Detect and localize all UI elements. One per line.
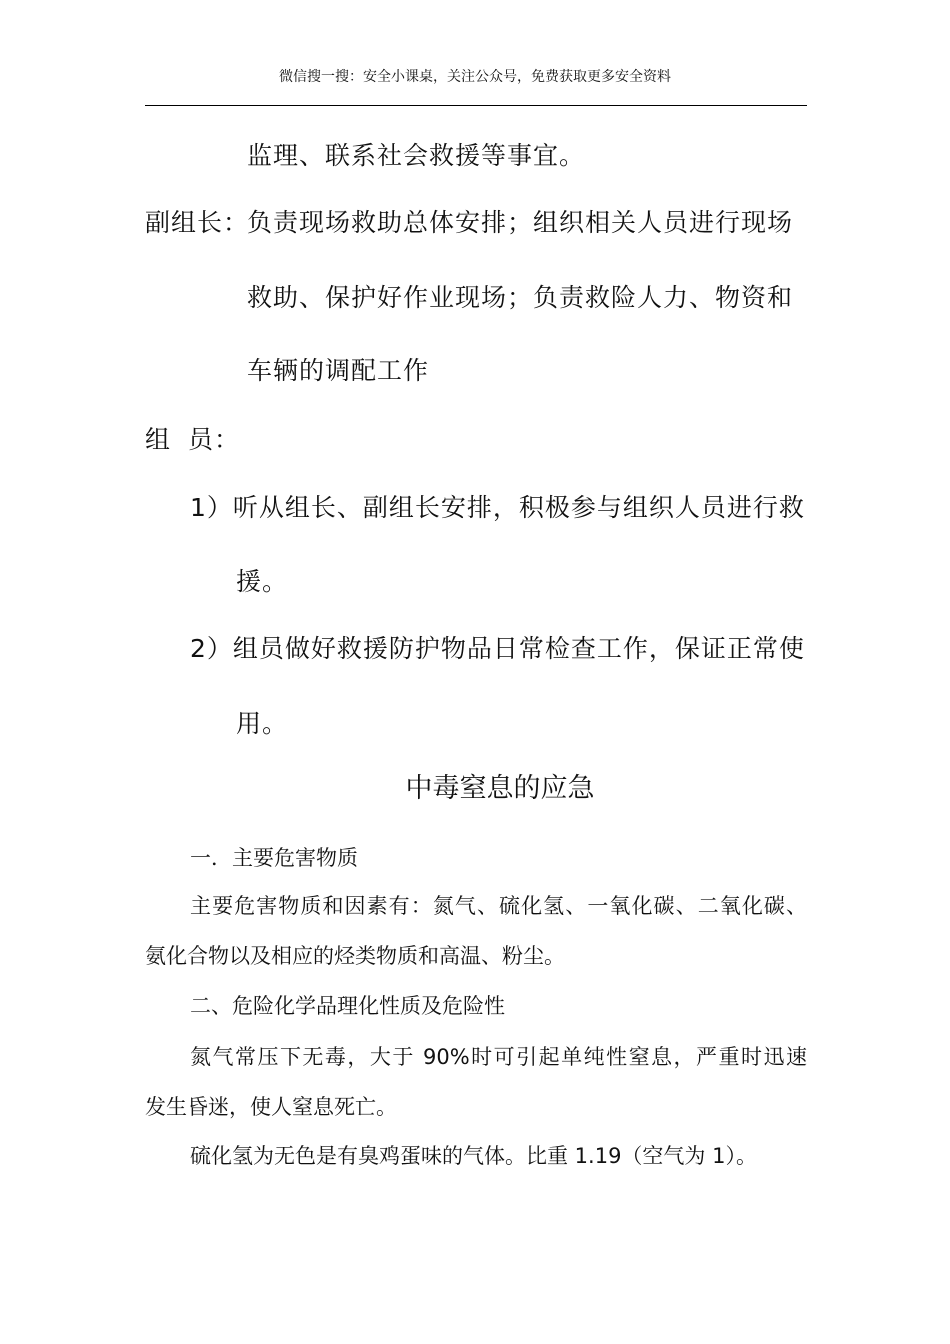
- deputy-duties-line-1: 负责现场救助总体安排；组织相关人员进行现场: [247, 208, 794, 237]
- member-duty-1-line-1: 1）听从组长、副组长安排，积极参与组织人员进行救: [190, 493, 805, 522]
- member-duty-1-line-2: 援。: [236, 567, 289, 596]
- heading-hazards: 一．主要危害物质: [190, 846, 358, 870]
- members-label: 组 员：: [145, 425, 240, 454]
- nitrogen-para-line-2: 发生昏迷，使人窒息死亡。: [145, 1095, 397, 1119]
- hazards-para-line-2: 氨化合物以及相应的烃类物质和高温、粉尘。: [145, 944, 565, 968]
- section-title: 中毒窒息的应急: [405, 773, 595, 804]
- hydrogen-sulfide-para: 硫化氢为无色是有臭鸡蛋味的气体。比重 1.19（空气为 1）。: [190, 1144, 757, 1168]
- header-divider: [145, 105, 807, 106]
- heading-chemicals: 二、危险化学品理化性质及危险性: [190, 994, 505, 1018]
- deputy-duties-line-2: 救助、保护好作业现场；负责救险人力、物资和: [247, 283, 794, 312]
- member-duty-2-line-2: 用。: [236, 709, 289, 738]
- nitrogen-para-line-1: 氮气常压下无毒，大于 90%时可引起单纯性窒息，严重时迅速: [190, 1045, 807, 1069]
- deputy-duties-line-3: 车辆的调配工作: [247, 356, 430, 385]
- page-header: 微信搜一搜：安全小课桌，关注公众号，免费获取更多安全资料: [279, 69, 671, 85]
- member-duty-2-line-1: 2）组员做好救援防护物品日常检查工作，保证正常使: [190, 634, 805, 663]
- leader-duties-end: 监理、联系社会救援等事宜。: [247, 141, 586, 170]
- hazards-para-line-1: 主要危害物质和因素有：氮气、硫化氢、一氧化碳、二氧化碳、: [190, 894, 807, 918]
- deputy-label: 副组长：: [145, 208, 250, 237]
